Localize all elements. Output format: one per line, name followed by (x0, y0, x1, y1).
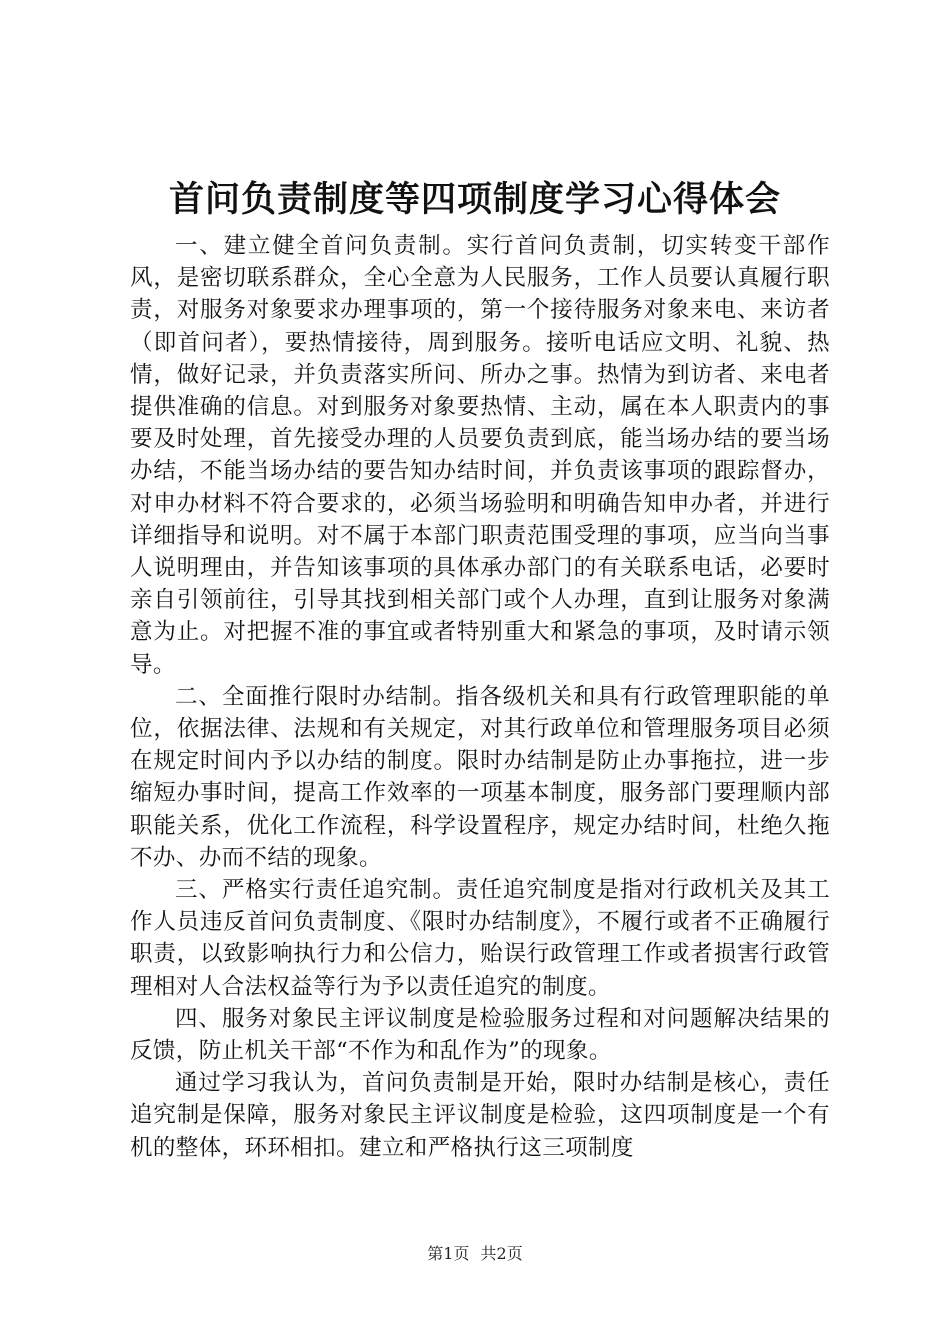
document-title: 首问负责制度等四项制度学习心得体会 (168, 179, 781, 220)
paragraph-4: 四、服务对象民主评议制度是检验服务过程和对问题解决结果的反馈，防止机关干部“不作为和乱作为”的现象。 (130, 1005, 830, 1065)
paragraph-3: 三、严格实行责任追究制。责任追究制度是指对行政机关及其工作人员违反首问负责制度、《限时办结制度》，不履行或者不正确履行职责，以致影响执行力和公信力，贻误行政管理工作或者损害行政管理相对人合法权益等行为予以责任追究的制度。 (130, 877, 830, 1000)
page-total: 共2页 (480, 1244, 523, 1263)
paragraph-1: 一、建立健全首问负责制。实行首问负责制，切实转变干部作风，是密切联系群众，全心全意为人民服务，工作人员要认真履行职责，对服务对象要求办理事项的，第一个接待服务对象来电、来访者（即首问者），要热情接待，周到服务。接听电话应文明、礼貌、热情，做好记录，并负责落实所问、所办之事。热情为到访者、来电者提供准确的信息。对到服务对象要热情、主动，属在本人职责内的事要及时处理，首先接受办理的人员要负责到底，能当场办结的要当场办结，不能当场办结的要告知办结时间，并负责该事项的跟踪督办，对申办材料不符合要求的，必须当场验明和明确告知申办者，并进行详细指导和说明。对不属于本部门职责范围受理的事项，应当向当事人说明理由，并告知该事项的具体承办部门的有关联系电话，必要时亲自引领前往，引导其找到相关部门或个人办理，直到让服务对象满意为止。对把握不准的事宜或者特别重大和紧急的事项，及时请示领导。 (130, 233, 830, 678)
page-footer (0, 1243, 950, 1265)
document-body (130, 230, 830, 1164)
page-number: 第1页 (427, 1244, 470, 1263)
paragraph-2: 二、全面推行限时办结制。指各级机关和具有行政管理职能的单位，依据法律、法规和有关规定，对其行政单位和管理服务项目必须在规定时间内予以办结的制度。限时办结制是防止办事拖拉，进一步缩短办事时间，提高工作效率的一项基本制度，服务部门要理顺内部职能关系，优化工作流程，科学设置程序，规定办结时间，杜绝久拖不办、办而不结的现象。 (130, 683, 830, 871)
paragraph-5: 通过学习我认为，首问负责制是开始，限时办结制是核心，责任追究制是保障，服务对象民主评议制度是检验，这四项制度是一个有机的整体，环环相扣。建立和严格执行这三项制度 (130, 1070, 830, 1161)
